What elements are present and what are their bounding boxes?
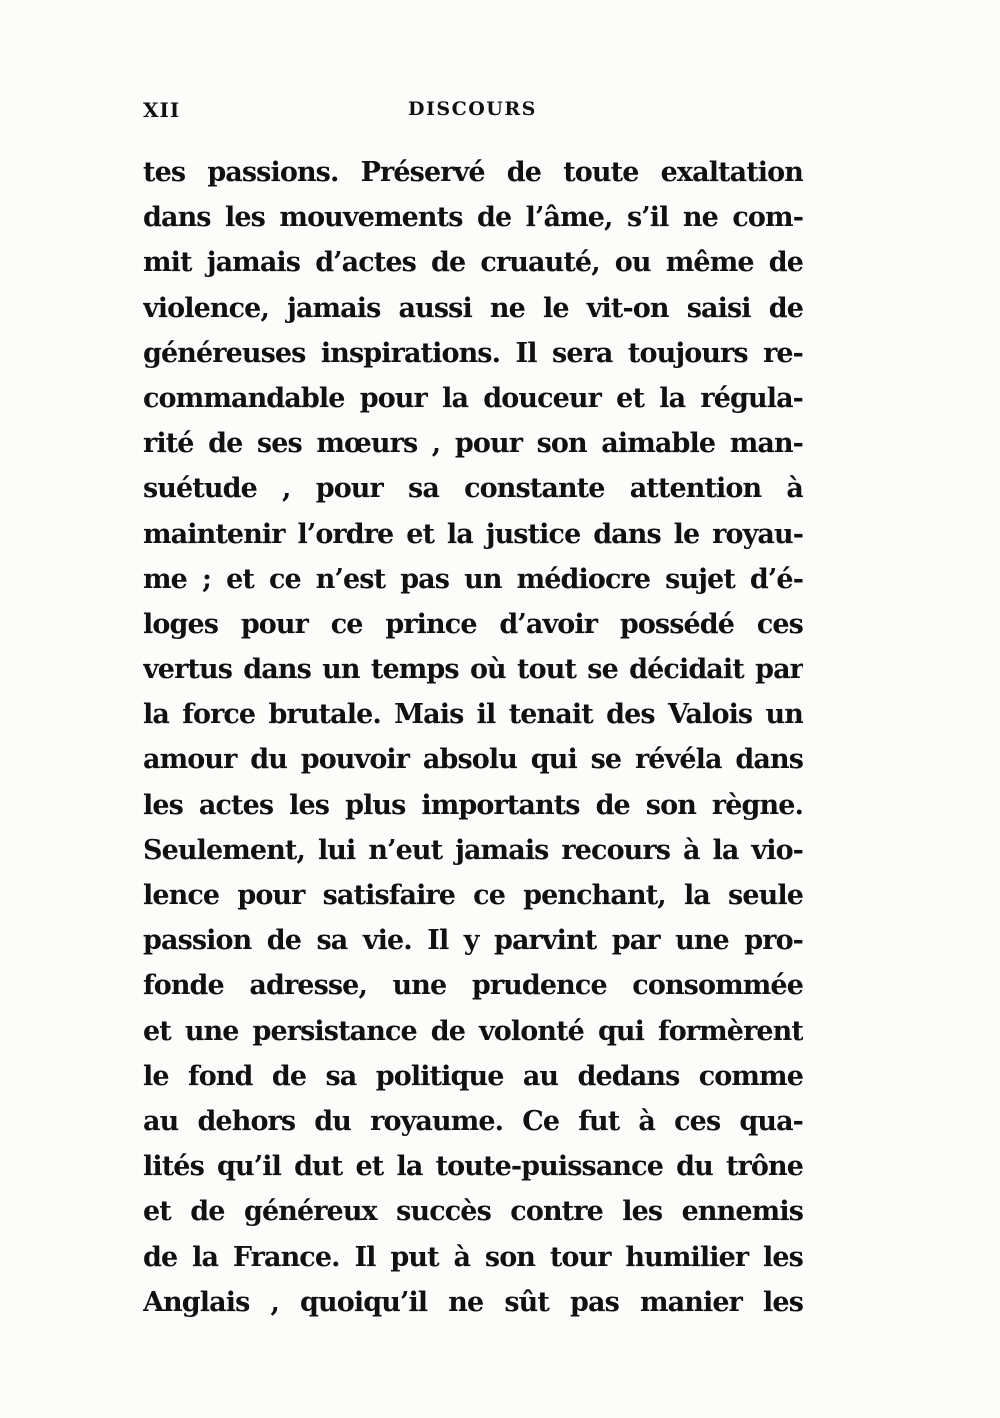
text-line: le fond de sa politique au dedans comme — [143, 1060, 803, 1092]
text-line: tes passions. Préservé de toute exaltation — [143, 157, 803, 188]
text-line: violence, jamais aussi ne le vit-on saisi de — [143, 292, 803, 324]
page-number: XII — [143, 98, 181, 122]
text-line: la force brutale. Mais il tenait des Valois un — [143, 699, 803, 731]
running-head — [143, 98, 803, 128]
text-line: loges pour ce prince d’avoir possédé ces — [143, 608, 803, 640]
running-title: DISCOURS — [408, 98, 537, 120]
text-line: passion de sa vie. Il y parvint par une pro- — [143, 925, 803, 957]
text-line: commandable pour la douceur et la régula- — [143, 382, 803, 414]
text-line: lités qu’il dut et la toute-puissance du trône — [143, 1151, 803, 1183]
text-line: me ; et ce n’est pas un médiocre sujet d’é- — [143, 563, 803, 595]
text-line: fonde adresse, une prudence consommée — [143, 970, 803, 1002]
text-line: vertus dans un temps où tout se décidait par — [143, 654, 803, 686]
text-line: et de généreux succès contre les ennemis — [143, 1196, 803, 1228]
text-line: mit jamais d’actes de cruauté, ou même de — [143, 247, 803, 279]
text-line: dans les mouvements de l’âme, s’il ne com- — [143, 202, 803, 234]
text-line: généreuses inspirations. Il sera toujours re- — [143, 337, 803, 369]
text-line: Anglais , quoiqu’il ne sût pas manier les — [143, 1286, 803, 1318]
text-line: suétude , pour sa constante attention à — [143, 473, 803, 505]
text-line: Seulement, lui n’eut jamais recours à la vio- — [143, 834, 803, 866]
text-line: rité de ses mœurs , pour son aimable man- — [143, 428, 803, 460]
text-line: de la France. Il put à son tour humilier les — [143, 1241, 803, 1273]
body-text — [143, 150, 803, 1325]
text-line: au dehors du royaume. Ce fut à ces qua- — [143, 1105, 803, 1137]
text-line: amour du pouvoir absolu qui se révéla dans — [143, 744, 803, 776]
text-line: maintenir l’ordre et la justice dans le royau- — [143, 518, 803, 550]
text-line: et une persistance de volonté qui formèrent — [143, 1015, 803, 1047]
text-line: lence pour satisfaire ce penchant, la seule — [143, 880, 803, 911]
text-line: les actes les plus importants de son règne. — [143, 789, 803, 821]
